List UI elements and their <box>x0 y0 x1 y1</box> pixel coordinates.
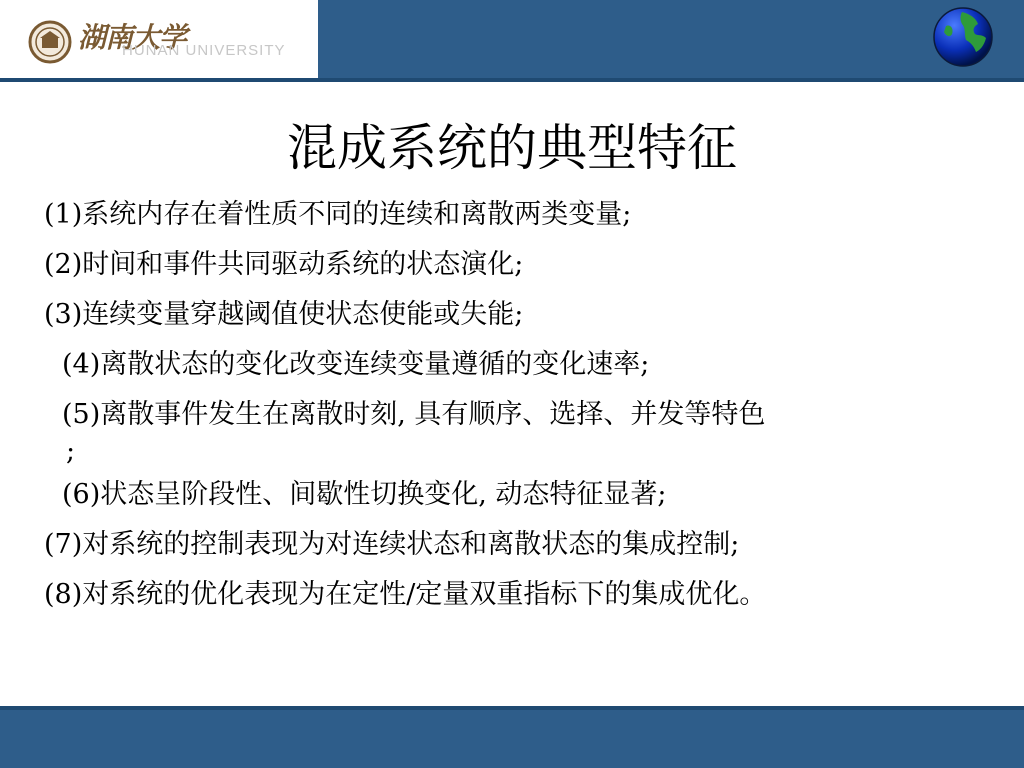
feature-list <box>44 190 994 620</box>
footer-bar <box>0 710 1024 768</box>
list-item-continuation: ; <box>66 436 76 467</box>
list-item: (1)系统内存在着性质不同的连续和离散两类变量; <box>44 199 632 230</box>
header-bar <box>318 0 1024 80</box>
slide-title: 混成系统的典型特征 <box>287 119 737 177</box>
list-item: (2)时间和事件共同驱动系统的状态演化; <box>44 249 524 280</box>
list-item: (3)连续变量穿越阈值使状态使能或失能; <box>44 299 524 330</box>
university-logo-chinese: 湖南大学 <box>78 21 187 54</box>
list-item: (8)对系统的优化表现为在定性/定量双重指标下的集成优化。 <box>44 579 767 610</box>
list-item: (6)状态呈阶段性、间歇性切换变化, 动态特征显著; <box>62 479 667 510</box>
list-item: (7)对系统的控制表现为对连续状态和离散状态的集成控制; <box>44 529 740 560</box>
university-seal-icon <box>28 20 72 64</box>
university-logo-english: HUNAN UNIVERSITY <box>122 42 286 59</box>
header-divider <box>0 78 1024 82</box>
globe-icon <box>932 6 994 68</box>
list-item: (5)离散事件发生在离散时刻, 具有顺序、选择、并发等特色 <box>62 399 766 430</box>
list-item: (4)离散状态的变化改变连续变量遵循的变化速率; <box>62 349 650 380</box>
